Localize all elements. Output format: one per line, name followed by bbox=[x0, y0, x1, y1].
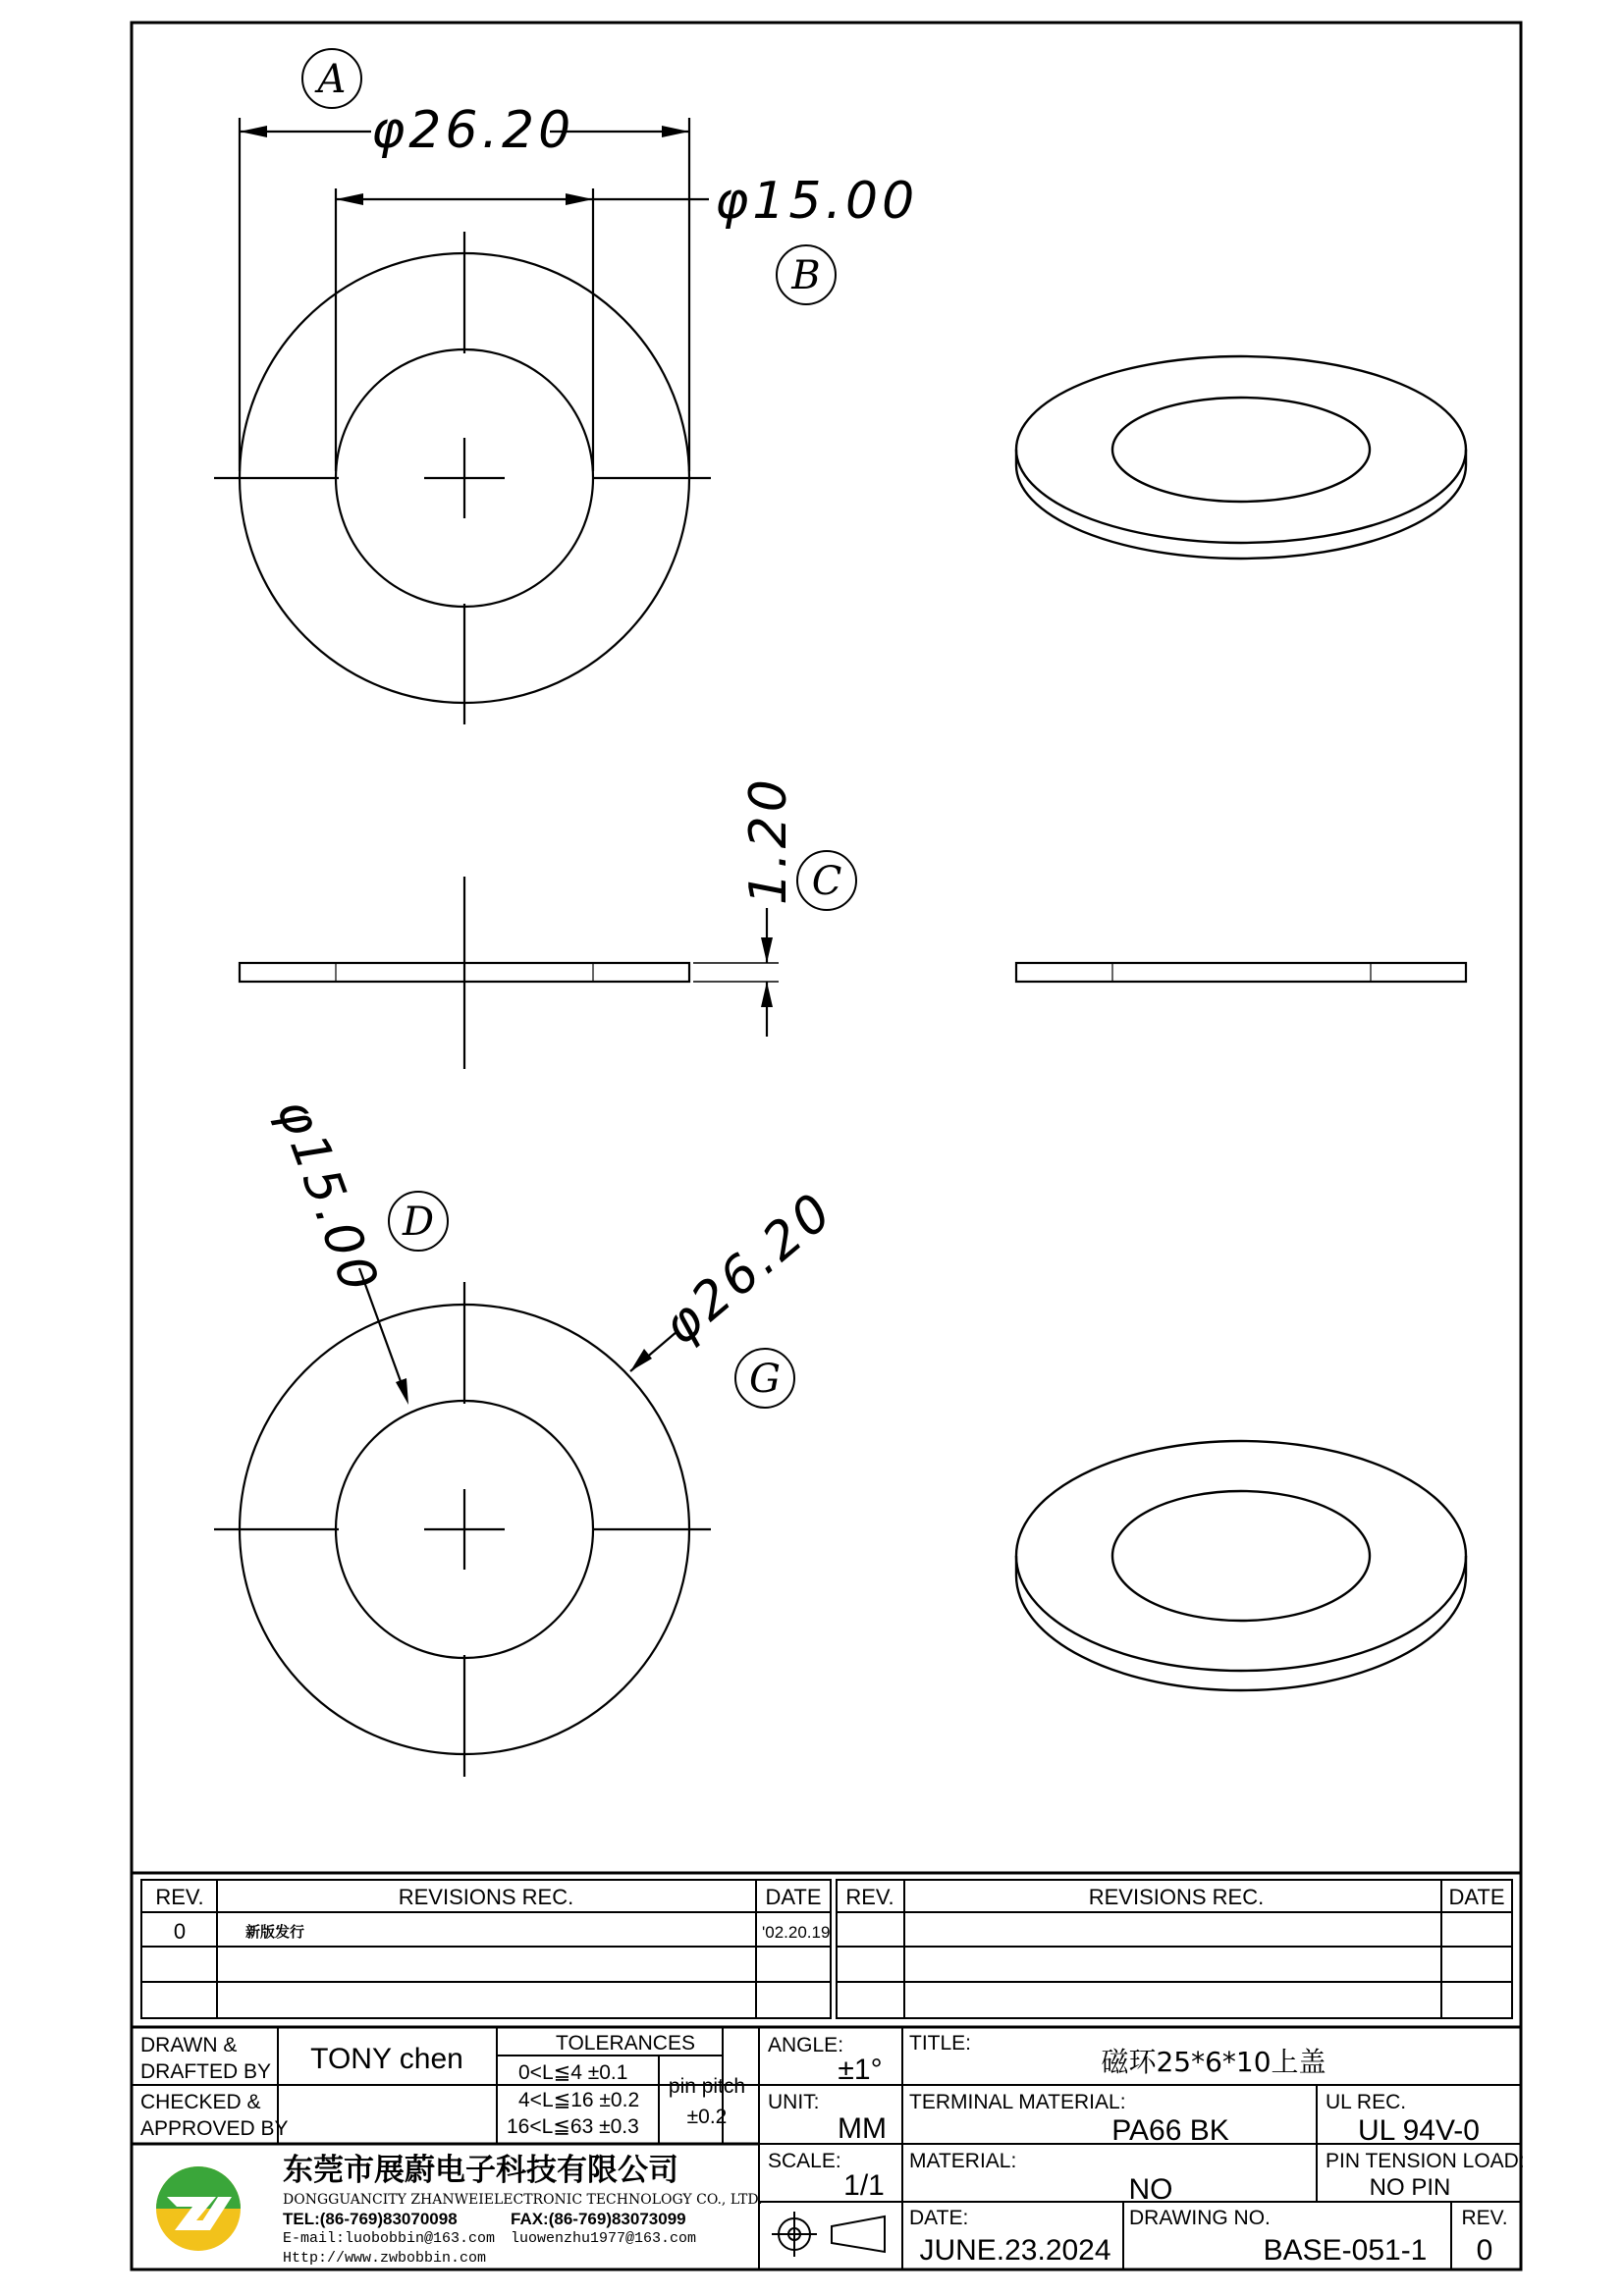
isometric-view-top bbox=[1016, 356, 1466, 559]
rev-right-header-rev: REV. bbox=[845, 1885, 894, 1909]
svg-text:B: B bbox=[791, 253, 821, 298]
unit-value: MM bbox=[838, 2112, 887, 2145]
material-label: MATERIAL: bbox=[909, 2150, 1017, 2172]
isometric-view-bottom bbox=[1016, 1441, 1466, 1690]
rev-left-header-rev: REV. bbox=[155, 1885, 204, 1909]
dim-thickness-c: 1.20 bbox=[739, 775, 798, 905]
side-view-right bbox=[1016, 963, 1466, 982]
checked-label-1: CHECKED & bbox=[140, 2091, 261, 2113]
title-value: 磁环25*6*10上盖 bbox=[1101, 2046, 1326, 2078]
top-front-view bbox=[214, 118, 711, 724]
pin-pitch-label: pin pitch bbox=[668, 2075, 746, 2098]
unit-label: UNIT: bbox=[768, 2091, 820, 2113]
projection-symbol-icon bbox=[772, 2212, 885, 2257]
rev-left-header-date: DATE bbox=[765, 1885, 822, 1909]
svg-text:C: C bbox=[811, 859, 842, 904]
dim-inner-diameter-d: φ15.00 bbox=[264, 1091, 391, 1304]
company-name-en: DONGGUANCITY ZHANWEIELECTRONIC TECHNOLOGY CO., LTD. bbox=[283, 2192, 763, 2208]
svg-text:G: G bbox=[749, 1357, 781, 1402]
terminal-material-value: PA66 BK bbox=[1111, 2114, 1229, 2147]
bubble-c bbox=[797, 851, 856, 910]
svg-text:D: D bbox=[402, 1200, 435, 1245]
rev-label: REV. bbox=[1461, 2207, 1508, 2229]
rev-right-header-rec: REVISIONS REC. bbox=[1088, 1885, 1265, 1909]
drawn-label-2: DRAFTED BY bbox=[140, 2060, 272, 2083]
drawn-by-value: TONY chen bbox=[310, 2043, 463, 2075]
company-fax: FAX:(86-769)83073099 bbox=[511, 2210, 686, 2228]
angle-label: ANGLE: bbox=[768, 2034, 844, 2056]
company-logo bbox=[156, 2166, 241, 2251]
dim-inner-diameter-b: φ15.00 bbox=[715, 172, 919, 231]
company-name-cn: 东莞市展蔚电子科技有限公司 bbox=[283, 2153, 678, 2188]
bubble-b bbox=[777, 245, 836, 304]
rev-left-row1-rec: 新版发行 bbox=[245, 1924, 305, 1941]
company-email: E-mail:luobobbin@163.com bbox=[283, 2230, 496, 2247]
tolerance-row-2: 4<L≦16 ±0.2 bbox=[518, 2089, 640, 2111]
rev-left-header-rec: REVISIONS REC. bbox=[398, 1885, 574, 1909]
side-view-left bbox=[240, 877, 779, 1069]
company-tel: TEL:(86-769)83070098 bbox=[283, 2210, 458, 2228]
pin-tension-value: NO PIN bbox=[1369, 2174, 1451, 2201]
bubble-d bbox=[389, 1192, 448, 1251]
date-label: DATE: bbox=[909, 2207, 969, 2229]
svg-text:A: A bbox=[317, 57, 347, 102]
pin-pitch-value: ±0.2 bbox=[686, 2106, 728, 2128]
material-value: NO bbox=[1128, 2173, 1173, 2206]
tolerances-label: TOLERANCES bbox=[556, 2032, 695, 2055]
dim-outer-diameter-a: φ26.20 bbox=[371, 101, 575, 160]
tolerance-row-3: 16<L≦63 ±0.3 bbox=[507, 2115, 639, 2138]
dimension-arrows-thickness bbox=[761, 937, 773, 1007]
revision-tables bbox=[132, 1873, 1521, 2018]
company-email-2: luowenzhu1977@163.com bbox=[511, 2230, 697, 2247]
rev-left-row1-rev: 0 bbox=[173, 1919, 187, 1944]
checked-label-2: APPROVED BY bbox=[140, 2117, 289, 2140]
company-website: Http://www.zwbobbin.com bbox=[283, 2250, 487, 2267]
angle-value: ±1° bbox=[838, 2054, 883, 2086]
tolerance-row-1: 0<L≦4 ±0.1 bbox=[518, 2061, 628, 2084]
date-value: JUNE.23.2024 bbox=[919, 2234, 1111, 2267]
scale-value: 1/1 bbox=[843, 2169, 885, 2202]
drawing-no-label: DRAWING NO. bbox=[1129, 2207, 1271, 2229]
dim-outer-diameter-g: φ26.20 bbox=[651, 1180, 846, 1357]
rev-left-row1-date: '02.20.19 bbox=[762, 1923, 831, 1942]
rev-right-header-date: DATE bbox=[1448, 1885, 1505, 1909]
pin-tension-label: PIN TENSION LOAD: bbox=[1326, 2150, 1525, 2172]
bubble-a bbox=[302, 49, 361, 108]
drawing-no-value: BASE-051-1 bbox=[1263, 2234, 1428, 2267]
rev-value: 0 bbox=[1476, 2234, 1493, 2267]
bubble-g bbox=[735, 1349, 794, 1408]
terminal-material-label: TERMINAL MATERIAL: bbox=[909, 2091, 1126, 2113]
scale-label: SCALE: bbox=[768, 2150, 841, 2172]
bottom-front-view bbox=[214, 1268, 711, 1777]
leader-arrows-bottom bbox=[396, 1349, 652, 1405]
title-label: TITLE: bbox=[909, 2032, 972, 2055]
drawn-label-1: DRAWN & bbox=[140, 2034, 238, 2056]
ul-rec-value: UL 94V-0 bbox=[1358, 2114, 1480, 2147]
ul-rec-label: UL REC. bbox=[1326, 2091, 1407, 2113]
